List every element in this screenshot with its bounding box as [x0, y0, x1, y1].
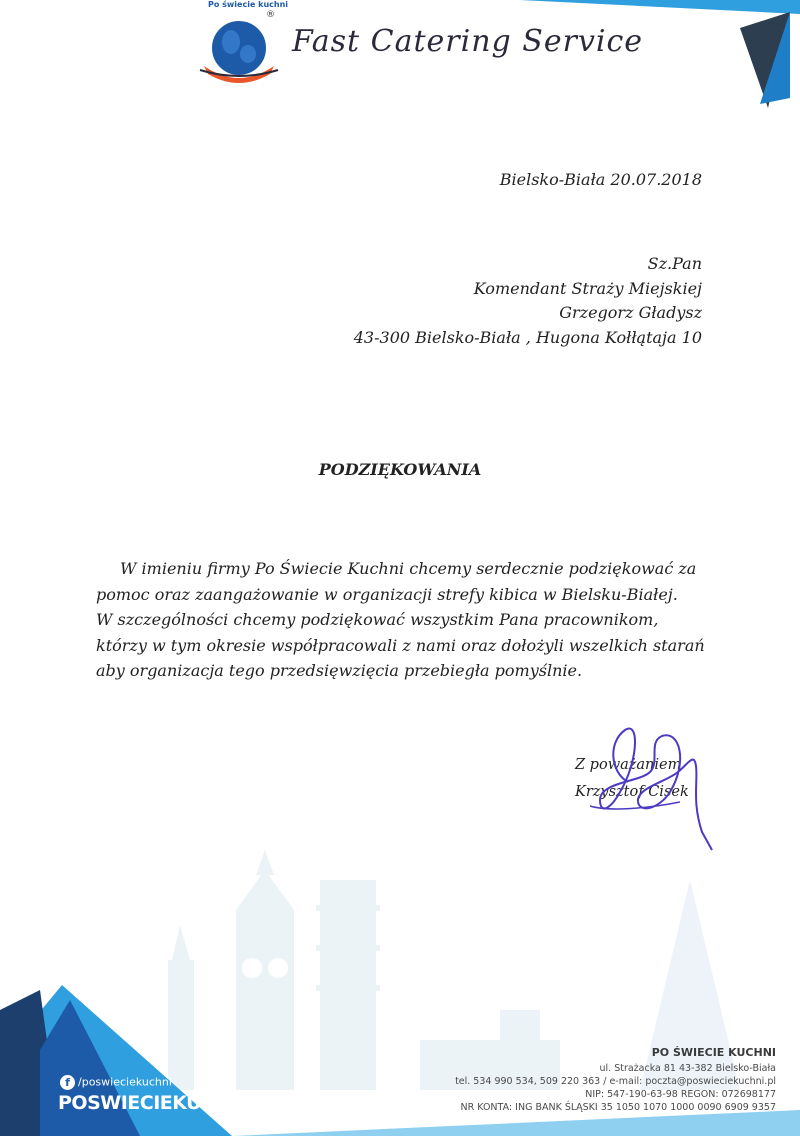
footer-bank: NR KONTA: ING BANK ŚLĄSKI 35 1050 1070 1000 0090 6909 9357	[460, 1102, 776, 1113]
top-corner-light-stripe	[520, 0, 800, 14]
letter-heading: PODZIĘKOWANIA	[318, 460, 482, 479]
logo-registered-mark: ®	[266, 10, 275, 20]
handwritten-signature	[570, 722, 720, 852]
date-line: Bielsko-Biała 20.07.2018	[499, 170, 702, 189]
facebook-link[interactable]	[60, 1075, 172, 1090]
footer-ids: NIP: 547-190-63-98 REGON: 072698177	[585, 1089, 776, 1100]
logo-brand-text: Po świecie kuchni	[208, 0, 289, 9]
company-footer	[455, 1046, 776, 1114]
body-paragraph-1: W imieniu firmy Po Świecie Kuchni chcemy serdecznie podziękować za pomoc oraz zaangażowanie w organizacji strefy kibica w Bielsku-Białej.	[96, 559, 697, 604]
recipient-position: Komendant Straży Miejskiej	[473, 278, 702, 298]
footer-contact: tel. 534 990 534, 509 220 363 / e-mail: poczta@poswieciekuchni.pl	[455, 1076, 776, 1087]
recipient-address: 43-300 Bielsko-Biała , Hugona Kołłątaja 10	[353, 327, 702, 347]
recipient-block	[354, 252, 702, 350]
closing-regards: Z poważaniem	[575, 757, 682, 773]
facebook-icon: f	[60, 1075, 75, 1090]
body-paragraph-2: W szczególności chcemy podziękować wszystkim Pana pracownikom, którzy w tym okresie współpracowali z nami oraz dołożyli wszelkich starań aby organizacja tego przedsięwzięcia przebiegła pomyślnie.	[96, 610, 705, 680]
tagline: Fast Catering Service	[292, 24, 644, 59]
website-link[interactable]: POSWIECIEKUCHNI.PL	[58, 1092, 284, 1114]
footer-address: ul. Strażacka 81 43-382 Bielsko-Biała	[599, 1063, 776, 1074]
recipient-salutation: Sz.Pan	[647, 254, 702, 273]
facebook-handle: /poswieciekuchni	[78, 1075, 172, 1089]
letter-body	[96, 556, 706, 684]
globe-logo-icon	[196, 14, 282, 84]
closing-signer: Krzysztof Cisek	[575, 784, 689, 800]
footer-company-name: PO ŚWIECIE KUCHNI	[651, 1046, 776, 1059]
recipient-name: Grzegorz Gładysz	[559, 303, 702, 322]
